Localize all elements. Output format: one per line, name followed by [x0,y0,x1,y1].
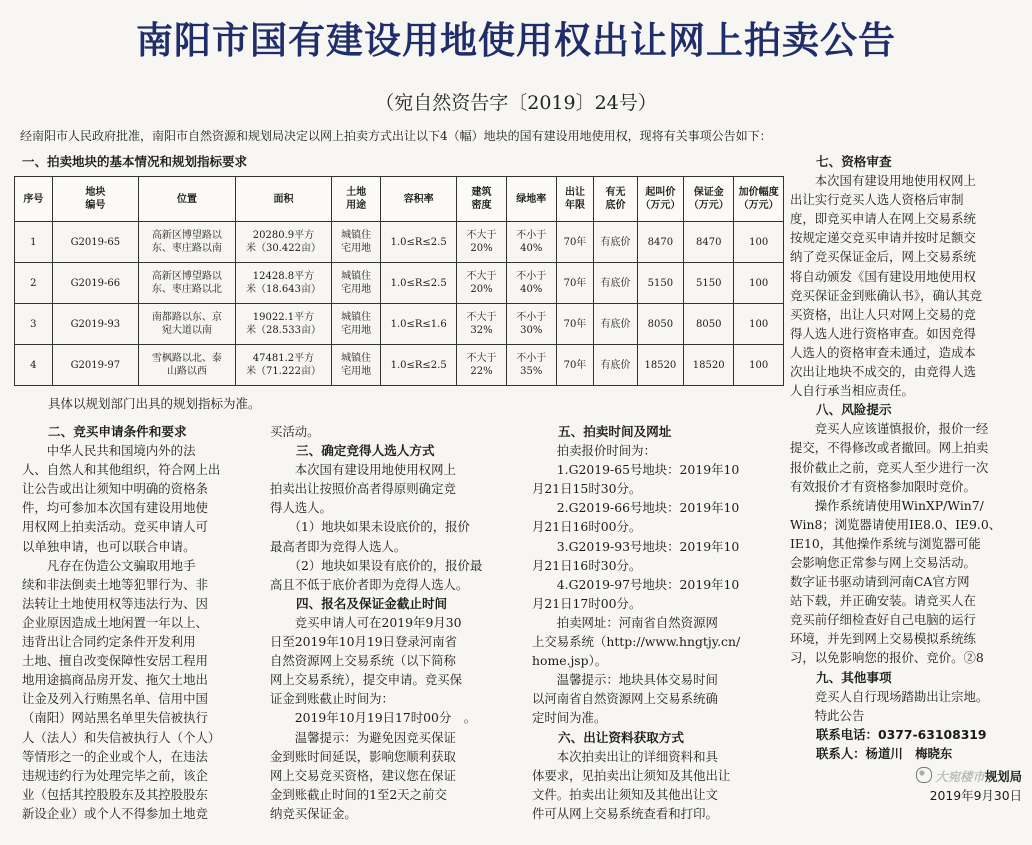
text-line: 纳了竞买保证金后，网上交易系统 [790,249,976,265]
table-cell: 1.0≤R≤2.5 [381,263,457,304]
table-cell: G2019-65 [52,222,138,263]
text-line: 环境，并先到网上交易模拟系统练 [790,631,976,647]
table-cell: 5150 [637,263,683,304]
text-line: 竞买人应该谨慎报价，报价一经 [790,421,989,437]
table-cell: 12428.8平方 米（18.643亩） [235,263,331,304]
table-row [15,304,784,345]
text-line: 将自动颁发《国有建设用地使用权 [790,268,976,284]
table-cell: 18520 [684,345,734,386]
table-cell: 4 [15,345,53,386]
watermark-text: 大宛楼市 [935,769,985,784]
document-number: （宛自然资告字〔2019〕24号） [375,92,657,114]
text-line: 竞买保证金到账确认书》，确认其竞 [790,287,983,303]
text-line: 竞买前仔细检查好自己电脑的运行 [790,612,976,628]
table-cell: 城镇住 宅用地 [332,345,381,386]
table-cell: 1.0≤R≤2.5 [381,222,457,263]
text-line: 违规违约行为处理完毕之前，该企 [22,767,208,783]
column-1 [22,422,255,842]
table-row [15,263,784,304]
table-cell: 不大于 20% [457,263,507,304]
table-header-cell: 序号 [15,177,53,222]
text-line: 以河南省自然资源网上交易系统确 [532,691,718,707]
planning-note: 具体以规划部门出具的规划指标为准。 [48,396,261,411]
text-line: 网上交易竞买资格，建议您在保证 [270,767,456,783]
text-line: IE10，其他操作系统与浏览器可能 [790,535,981,551]
text-line: 操作系统请使用WinXP/Win7/ [790,497,984,513]
text-line: 月21日16时00分。 [532,519,642,535]
text-line: 温馨提示：为避免因竞买保证 [270,729,456,745]
text-line: （南阳）网站黑名单里失信被执行 [22,710,208,726]
text-line: 地用途搞商品房开发、拖欠土地出 [22,672,208,688]
wechat-watermark-icon [916,767,932,783]
text-line: 凡存在伪造公文骗取用地手 [22,557,196,573]
table-header-cell: 地块 编号 [52,177,138,222]
text-line: 特此公告 [790,707,865,723]
text-line: 日至2019年10月19日登录河南省 [270,634,457,650]
table-cell: 20280.9平方 米（30.422亩） [235,222,331,263]
issue-date: 2019年9月30日 [929,788,1022,804]
table-cell: 8470 [684,222,734,263]
text-line: 新设企业）或个人不得参加土地竞 [22,805,208,821]
text-line: 定时间为准。 [532,710,607,726]
text-line: 件可从网上交易系统查看和打印。 [532,805,718,821]
table-cell: 100 [734,304,784,345]
text-line: 拍卖网址：河南省自然资源网 [532,614,718,630]
table-cell: 3 [15,304,53,345]
table-cell: 19022.1平方 米（28.533亩） [235,304,331,345]
section-7-heading: 七、资格审查 [816,154,892,169]
section-8-heading: 八、风险提示 [816,402,892,418]
text-line: 买活动。 [270,424,320,439]
text-line: 按规定递交竞买申请并按时足额交 [790,230,976,246]
table-cell: 70年 [556,345,594,386]
intro-paragraph: 经南阳市人民政府批准，南阳市自然资源和规划局决定以网上拍卖方式出让以下4（幅）地块的国有建设用地使用权，现将有关事项公告如下： [20,129,772,143]
text-line: 度，即竞买申请人在网上交易系统 [790,211,976,227]
text-line: 4.G2019-97号地块：2019年10 [532,576,740,592]
text-line: 本次国有建设用地使用权网上 [790,173,976,189]
table-header-cell: 容积率 [381,177,457,222]
table-cell: 100 [734,222,784,263]
text-line: home.jsp）。 [532,653,608,669]
table-cell: 2 [15,263,53,304]
column-3 [532,422,772,842]
text-line: 文件。拍卖出让须知及其他出让文 [532,786,718,802]
table-cell: 70年 [556,304,594,345]
contact-phone: 联系电话：0377-63108319 [816,726,987,742]
table-cell: 有底价 [594,263,637,304]
table-cell: 城镇住 宅用地 [332,263,381,304]
text-line: 金到账截止时间的1至2天之前交 [270,786,447,802]
table-row [15,222,784,263]
text-line: 人、自然人和其他组织，符合网上出 [22,462,221,478]
table-cell: 不小于 30% [506,304,556,345]
text-line: Win8；浏览器请使用IE8.0、IE9.0、 [790,516,1002,532]
text-line: 得人选人。 [270,500,332,516]
text-line: 得人选人进行资格审查。如因竞得 [790,325,976,341]
table-cell: 不大于 32% [457,304,507,345]
table-cell: 8470 [637,222,683,263]
table-row [15,345,784,386]
text-line: 法转让土地使用权等违法行为、因 [22,595,208,611]
text-line: 出让实行竞买人选人资格后审制 [790,192,964,208]
text-line: （1）地块如果未设底价的，报价 [270,519,470,535]
section-1-heading: 一、拍卖地块的基本情况和规划指标要求 [22,154,248,169]
table-cell: 1.0≤R≤1.6 [381,304,457,345]
text-line: 体要求，见拍卖出让须知及其他出让 [532,767,731,783]
text-line: 等情形之一的企业或个人，在违法 [22,748,208,764]
text-line: 报价截止之前，竞买人至少进行一次 [790,459,989,475]
text-line: 温馨提示：地块具体交易时间 [532,672,718,688]
text-line: 中华人民共和国境内外的法 [22,443,196,459]
section-heading: 五、拍卖时间及网址 [558,424,672,439]
text-line: 本次拍卖出让的详细资料和具 [532,748,718,764]
text-line: 金到账时间延误，影响您顺利获取 [270,748,456,764]
table-cell: 城镇住 宅用地 [332,222,381,263]
text-line: 会影响您正常参与网上交易活动。 [790,554,976,570]
table-cell: 8050 [684,304,734,345]
table-cell: 18520 [637,345,683,386]
table-cell: 城镇住 宅用地 [332,304,381,345]
text-line: 让金及列入行贿黑名单、信用中国 [22,691,208,707]
text-line: 站下载，并正确安装。请竞买人在 [790,593,976,609]
text-line: 买资格，出让人只对网上交易的竞 [790,306,976,322]
text-line: 人自行承当相应责任。 [790,383,914,399]
signer-tail: 规划局 [984,769,1022,784]
table-cell: G2019-66 [52,263,138,304]
text-line: 证金到账截止时间为： [270,691,394,707]
column-2 [270,422,506,842]
text-line: 高且不低于底价者即为竞得人选人。 [270,576,469,592]
text-line: 竞买人自行现场踏勘出让宗地。 [790,688,989,704]
table-cell: 5150 [684,263,734,304]
table-cell: 1.0≤R≤2.5 [381,345,457,386]
text-line: 2019年10月19日17时00分 。 [270,710,477,726]
text-line: 让公告或出让须知中明确的资格条 [22,481,208,497]
text-line: 月21日16时30分。 [532,557,642,573]
table-cell: 47481.2平方 米（71.222亩） [235,345,331,386]
table-cell: G2019-97 [52,345,138,386]
text-line: 3.G2019-93号地块：2019年10 [532,538,740,554]
table-cell: G2019-93 [52,304,138,345]
section-heading: 六、出让资料获取方式 [558,729,684,745]
text-line: 上交易系统（http://www.hngtjy.cn/ [532,634,741,650]
text-line: 续和非法倒卖土地等犯罪行为、非 [22,576,208,592]
table-cell: 不小于 40% [506,263,556,304]
table-cell: 70年 [556,263,594,304]
text-line: 人（法人）和失信被执行人（个人） [22,729,221,745]
section-9-body [790,687,1022,725]
table-cell: 有底价 [594,222,637,263]
table-cell: 不小于 40% [506,222,556,263]
text-line: 拍卖报价时间为： [532,443,656,459]
table-cell: 南都路以东、京 宛大道以南 [139,304,236,345]
text-line: 1.G2019-65号地块：2019年10 [532,462,740,478]
table-header-cell: 土地 用途 [332,177,381,222]
text-line: 数字证书驱动请到河南CA官方网 [790,574,970,590]
page-title: 南阳市国有建设用地使用权出让网上拍卖公告 [136,19,896,62]
text-line: 拍卖出让按照价高者得原则确定竞 [270,481,456,497]
table-cell: 不大于 20% [457,222,507,263]
table-cell: 100 [734,263,784,304]
table-cell: 1 [15,222,53,263]
text-line: 最高者即为竞得人选人。 [270,538,407,554]
table-body [15,222,784,386]
section-9-heading: 九、其他事项 [816,669,892,685]
table-cell: 不大于 22% [457,345,507,386]
text-line: 有效报价才有资格参加限时竞价。 [790,478,976,494]
table-cell: 有底价 [594,345,637,386]
table-cell: 8050 [637,304,683,345]
section-7-body [790,171,1022,400]
text-line: 人选人的资格审查未通过，造成本 [790,344,976,360]
table-header-cell: 起叫价 （万元） [637,177,683,222]
table-cell: 有底价 [594,304,637,345]
table-cell: 70年 [556,222,594,263]
table-header-cell: 有无 底价 [594,177,637,222]
table-header-cell: 绿地率 [506,177,556,222]
text-line: 本次国有建设用地使用权网上 [270,462,456,478]
table-header-cell: 面积 [235,177,331,222]
text-line: 违背出让合同约定条件开发利用 [22,634,196,650]
section-2-body [22,441,255,823]
table-cell: 100 [734,345,784,386]
text-line: 业（包括其控股股东及其控股股东 [22,786,208,802]
text-line: 以单独申请，也可以联合申请。 [22,538,196,554]
text-line: 自然资源网上交易系统（以下简称 [270,653,456,669]
text-line: （2）地块如果设有底价的，报价最 [270,557,483,573]
text-line: 竞买申请人可在2019年9月30 [270,614,462,630]
table-header-cell: 位置 [139,177,236,222]
text-line: 月21日15时30分。 [532,481,642,497]
section-8-body [790,419,1022,667]
text-line: 件，均可参加本次国有建设用地使 [22,500,208,516]
text-line: 纳竞买保证金。 [270,805,357,821]
table-cell: 雪枫路以北、泰 山路以西 [139,345,236,386]
text-line: 用权网上拍卖活动。竞买申请人可 [22,519,208,535]
table-header-cell: 加价幅度 （万元） [734,177,784,222]
text-line: 次出让地块不成交的，由竞得人选 [790,364,976,380]
table-cell: 不小于 35% [506,345,556,386]
table-header-cell: 保证金 （万元） [684,177,734,222]
text-line: 提交，不得修改或者撤回。网上拍卖 [790,440,989,456]
signer-line [790,767,1022,786]
table-cell: 高新区博望路以 东、枣庄路以南 [139,222,236,263]
section-heading: 四、报名及保证金截止时间 [296,595,448,611]
column-4 [790,152,1022,842]
text-line: 月21日17时00分。 [532,595,642,611]
text-line: 习，以免影响您的报价、竞价。②8 [790,650,984,666]
text-line: 企业原因造成土地闲置一年以上、 [22,614,208,630]
text-line: 土地、擅自改变保障性安居工程用 [22,653,208,669]
text-line: 2.G2019-66号地块：2019年10 [532,500,740,516]
table-cell: 高新区博望路以 东、枣庄路以北 [139,263,236,304]
section-heading: 三、确定竞得人选人方式 [296,443,435,459]
text-line: 网上交易系统），提交申请。竞买保 [270,672,463,688]
section-2-heading: 二、竞买申请条件和要求 [48,424,187,439]
contact-persons: 联系人：杨道川 梅晓东 [816,745,953,761]
plot-table [14,176,784,386]
table-header-cell: 出让 年限 [556,177,594,222]
table-header-row [15,177,784,222]
table-header-cell: 建筑 密度 [457,177,507,222]
